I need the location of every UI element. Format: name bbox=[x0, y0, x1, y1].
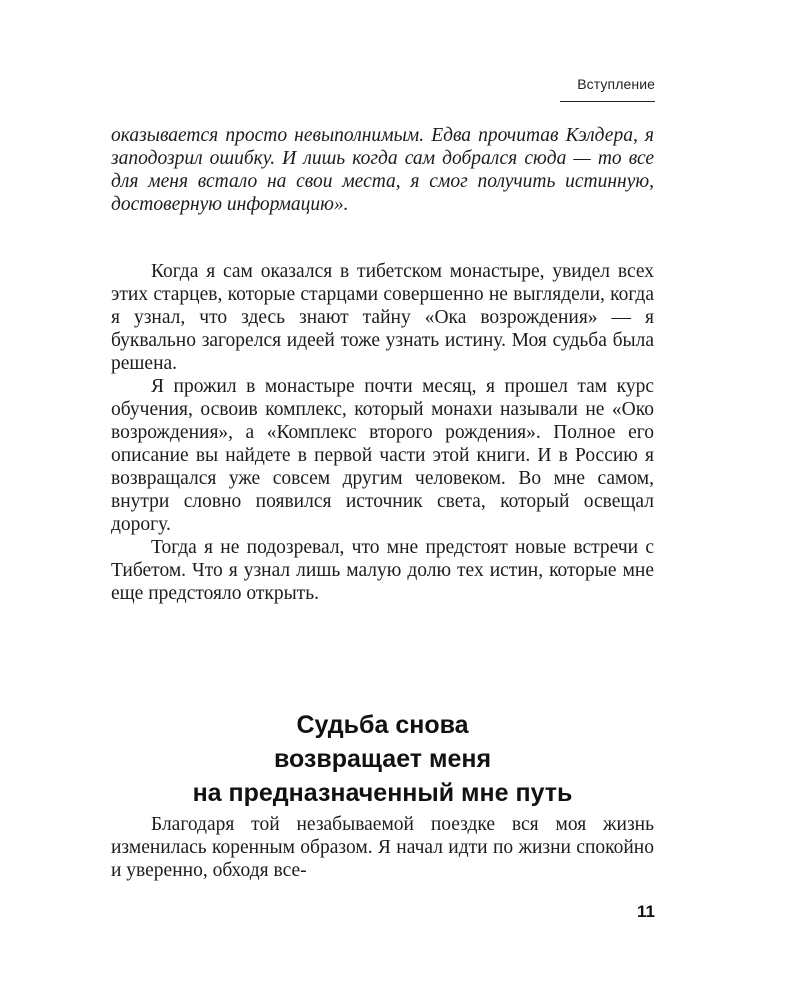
running-header: Вступление bbox=[577, 76, 655, 92]
paragraph-1: Когда я сам оказался в тибетском монастыре, увидел всех этих старцев, которые старцами совершенно не выглядели, когда я узнал, что здесь знают тайну «Ока возрождения» — я буквально загорелся идеей тоже узнать истину. Моя судьба была решена. bbox=[111, 261, 654, 374]
section-heading bbox=[111, 708, 654, 810]
section-heading-line-3: на предназначенный мне путь bbox=[192, 779, 573, 807]
page-number: 11 bbox=[637, 902, 655, 921]
main-text bbox=[111, 260, 654, 605]
paragraph-2: Я прожил в монастыре почти месяц, я прошел там курс обучения, освоив комплекс, который монахи называли не «Око возрождения», а «Комплекс второго рождения». Полное его описание вы найдете в первой части этой книги. И в Россию я возвращался уже совсем другим человеком. Во мне самом, внутри словно появился источник света, который освещал дорогу. bbox=[111, 376, 654, 535]
section-paragraph: Благодаря той незабываемой поездке вся моя жизнь изменилась коренным образом. Я начал идти по жизни спокойно и уверенно, обходя все- bbox=[111, 814, 654, 881]
paragraph-3: Тогда я не подозревал, что мне предстоят новые встречи с Тибетом. Что я узнал лишь малую долю тех истин, которые мне еще предстояло открыть. bbox=[111, 537, 654, 604]
section-text bbox=[111, 813, 654, 882]
section-heading-line-1: Судьба снова bbox=[296, 711, 469, 739]
quote-continuation bbox=[111, 124, 654, 216]
quote-paragraph: оказывается просто невыполнимым. Едва прочитав Кэлдера, я заподозрил ошибку. И лишь когда сам добрался сюда — то все для меня встало на свои места, я смог получить истинную, достоверную информацию». bbox=[111, 125, 654, 215]
header-rule bbox=[560, 101, 655, 102]
section-heading-line-2: возвращает меня bbox=[273, 745, 492, 773]
